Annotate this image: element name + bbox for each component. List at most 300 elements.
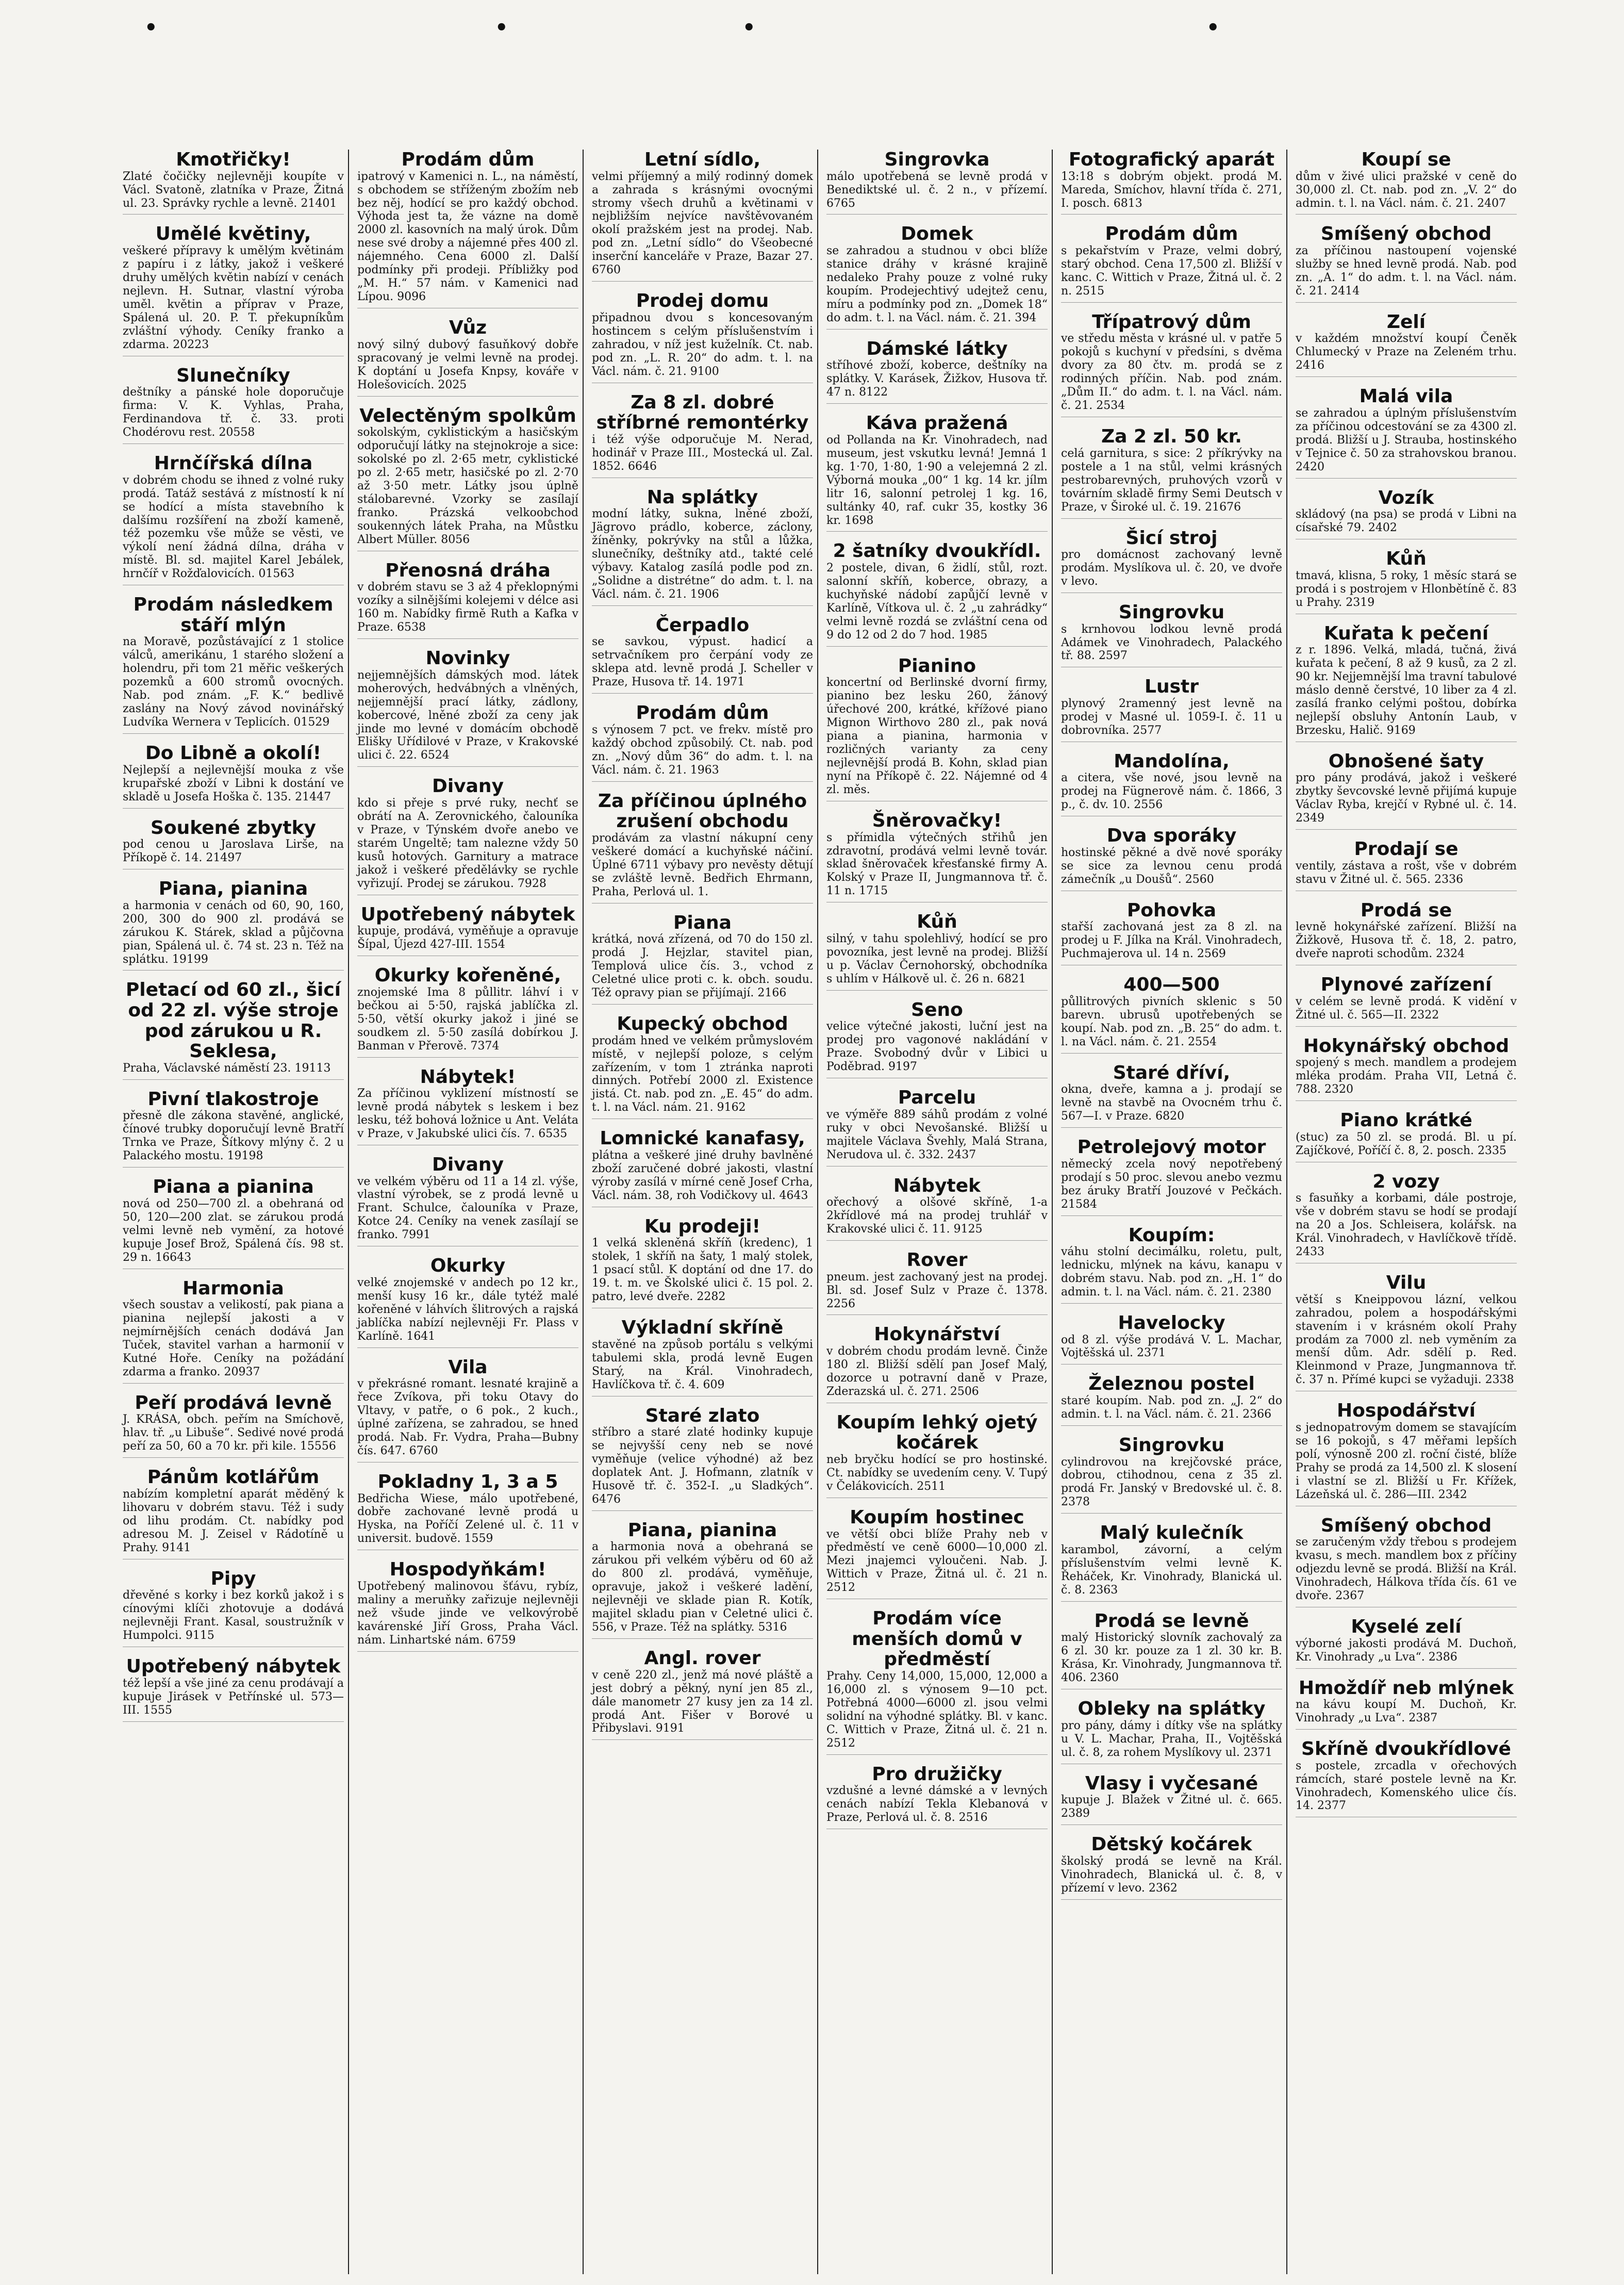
ad-title: 2 vozy (1372, 1171, 1440, 1192)
ad-title: Prodej domu (636, 290, 769, 312)
classified-ad (1061, 1523, 1282, 1601)
ad-title: Havelocky (1118, 1312, 1225, 1334)
classified-ad (357, 1559, 578, 1651)
classified-ad (592, 1406, 813, 1511)
ad-text: velice výtečné jakosti, luční jest na prodej pro vagonové nakládání v Praze. Svobodný dvůr v Libici u Poděbrad. 9197 (826, 1020, 1048, 1074)
ad-title: Smíšený obchod (1320, 223, 1492, 245)
ad-title: Vozík (1378, 487, 1434, 508)
ad-text: sokolským, cyklistickým a hasičským odporučují látky na stejnokroje a sice: sokolské po zl. 2·65 metr, cyklistické po zl. 2·65 metr, hasičské po zl. 2·70 až 3·50 metr. Látky jsou úplně stálobarevné. Vzorky se zasílají franko. Prázská velkoobchod soukenných látek Praha, na Můstku Albert Müller. 8056 (357, 426, 578, 546)
ad-title: Šněrovačky! (872, 810, 1002, 831)
ad-text: plátna a veškeré jiné druhy bavlněné zboží zaručené dobré jakosti, vlastní výroby zasílá v mírné ceně Josef Crha, Václ. nám. 38, roh Vodičkovy ul. 4643 (592, 1148, 813, 1202)
classified-ad (1061, 224, 1282, 302)
classified-ad (1296, 312, 1517, 377)
ad-title: Do Libně a okolí! (145, 743, 322, 764)
ad-text: staré koupím. Nab. pod zn. „J. 2“ do admin. t. l. na Václ. nám. č. 21. 2366 (1061, 1394, 1282, 1421)
ad-text: okna, dveře, kamna a j. prodají se levně na stavbě na Ovocném trhu č. 567—I. v Praze. 6820 (1061, 1083, 1282, 1123)
classified-ads-page (119, 150, 1521, 2274)
print-mark: • (742, 15, 756, 40)
classified-ad (826, 1250, 1048, 1315)
ad-title: Singrovka (884, 150, 990, 170)
classified-ad (592, 487, 813, 606)
classified-ad (1296, 488, 1517, 540)
classified-ad (1061, 826, 1282, 891)
ad-text: tmavá, klisna, 5 roky, 1 měsíc stará se prodá i s postrojem v Hlonbětíně č. 83 u Prahy. 2319 (1296, 569, 1517, 609)
ad-title: Dva sporáky (1106, 825, 1237, 847)
classified-ad (1061, 1773, 1282, 1826)
ad-title: Dětský kočárek (1091, 1834, 1252, 1855)
classified-ad (357, 150, 578, 308)
classified-ad (1061, 150, 1282, 215)
classified-ad (123, 1467, 344, 1559)
ad-text: s pekařstvím v Praze, velmi dobrý, starý obchod. Cena 17,500 zl. Bližší v kanc. C. Wittich v Praze, Žitná ul. č. 2 n. 2515 (1061, 244, 1282, 298)
ad-text: Zlaté čočičky nejlevněji koupíte v Václ. Svatoně, zlatníka v Praze, Žitná ul. 23. Správky rychle a levně. 21401 (123, 170, 344, 210)
ad-title: Mandolína, (1114, 750, 1230, 772)
ad-title: Piano krátké (1340, 1110, 1472, 1131)
ad-column (1291, 150, 1521, 2274)
ad-text: karambol, závorní, a celým příslušenstvím velmi levně K. Řeháček, Kr. Vinohrady, Blanická ul. č. 8. 2363 (1061, 1543, 1282, 1597)
ad-title: Okurky kořeněné, (374, 965, 561, 987)
classified-ad (592, 1648, 813, 1740)
classified-ad (826, 541, 1048, 646)
ad-text: větší s Kneippovou lázní, velkou zahradou, polem a hospodářskými stavením i v krásném okolí Prahy prodám za 7000 zl. neb vyměním za menší dům. Adr. sdělí p. Red. Kleinmond v Praze, Jungmannova tř. č. 37 n. Přímé kupci se vyžaduji. 2338 (1296, 1293, 1517, 1387)
classified-ad (1296, 1678, 1517, 1730)
classified-ad (826, 413, 1048, 532)
ad-text: všech soustav a velikostí, pak piana a pianina nejlepší jakosti a v nejmírnějších cenách dodává Jan Tuček, stavitel varhan a harmonií v Kutné Hoře. Ceníky na požádání zdarma a franko. 20937 (123, 1298, 344, 1378)
classified-ad (592, 913, 813, 1005)
ad-text: vzdušné a levné dámské a v levných cenách nabízí Tekla Klebanová v Praze, Perlová ul. č. 8. 2516 (826, 1784, 1048, 1824)
ad-text: od Pollanda na Kr. Vinohradech, nad museum, jest vskutku levná! Jemná 1 kg. 1·70, 1·80, 1·90 a velejemná 2 zl. Výborná mouka „00“ 1 kg. 14 kr. jílm litr 16, salonní petrolej 1 kg. 16, sultánky 40, raf. cukr 35, kostky 36 kr. 1698 (826, 433, 1048, 527)
ad-title: Seno (911, 999, 963, 1021)
ad-title: Umělé květiny, (155, 223, 311, 245)
ad-text: levně hokynářské zařízení. Bližší na Žižkově, Husova tř. č. 18, 2. patro, dveře naproti schodům. 2324 (1296, 920, 1517, 961)
ad-text: též lepší a vše jiné za cenu prodávají a kupuje Jirásek v Petřínské ul. 573—III. 1555 (123, 1676, 344, 1717)
ad-title: Kyselé zelí (1351, 1616, 1462, 1637)
ad-text: nová od 250—700 zl. a obehraná od 50, 120—200 zlat. se zárukou prodá velmi levně neb vymění, za hotové kupuje Josef Brož, Spálená čís. 98 st. 29 n. 16643 (123, 1197, 344, 1264)
ad-text: velké znojemské v andech po 12 kr., menší kusy 16 kr., dále tytéž malé kořeněné v láhvích šlitrových a rajská jablíčka nabízí nejlevněji Fr. Plass v Karlíně. 1641 (357, 1276, 578, 1343)
ad-title: Lustr (1145, 676, 1199, 698)
ad-title: Letní sídlo, (644, 150, 761, 170)
classified-ad (826, 1176, 1048, 1241)
classified-ad (592, 1318, 813, 1396)
classified-ad (592, 1128, 813, 1207)
classified-ad (1061, 900, 1282, 965)
ad-title: Za 2 zl. 50 kr. (1101, 426, 1242, 448)
classified-ad (826, 811, 1048, 902)
ad-text: nejjemnějších dámských mod. látek moherových, hedvábných a vlněných, nejjemnější prací látky, zádlony, kobercové, lněné zboží za ceny jak jinde mo levné v domácím obchodě Elišky Uřídilové v Praze, v Krakovské ulici č. 22. 6524 (357, 668, 578, 762)
classified-ad (826, 1412, 1048, 1498)
classified-ad (357, 965, 578, 1057)
ad-title: Pro družičky (872, 1763, 1002, 1785)
classified-ad (123, 1089, 344, 1168)
classified-ad (357, 1155, 578, 1246)
ad-title: Za příčinou úplného zrušení obchodu (598, 790, 807, 832)
classified-ad (1296, 1739, 1517, 1817)
classified-ad (592, 615, 813, 694)
ad-title: Prodám více menších domů v předměstí (852, 1608, 1022, 1670)
classified-ad (123, 595, 344, 734)
classified-ad (1061, 1834, 1282, 1899)
ad-text: za příčinou nastoupení vojenské služby se hned levně prodá. Nab. pod zn. „A. 1“ do adm. t. l. na Václ. nám. č. 21. 2414 (1296, 244, 1517, 298)
classified-ad (123, 879, 344, 971)
ad-text: pro pány, dámy i dítky vše na splátky u V. L. Machar, Praha, II., Vojtěšská ul. č. 8, za rohem Myslíkovy ul. 2371 (1061, 1719, 1282, 1759)
ad-text: půllitrových pivních sklenic s 50 barevn. ubrusů upotřebených se koupí. Nab. pod zn. „B. 25“ do adm. t. l. na Václ. nám. č. 21. 2554 (1061, 995, 1282, 1048)
ad-column (822, 150, 1053, 2274)
ad-text: Praha, Václavské náměstí 23. 19113 (123, 1061, 331, 1075)
ad-text: cylindrovou na krejčovské práce, dobrou, ctihodnou, cena z 35 zl. prodá Fr. Janský v Bredovské ul. č. 8. 2378 (1061, 1455, 1282, 1509)
ad-text: prodávám za vlastní nákupní ceny veškeré domácí a kuchyňské náčiní. Úplné 6711 výbavy pro nevěsty dětují se zvláště levně. Bedřich Ehrmann, Praha, Perlová ul. 1. (592, 831, 813, 898)
ad-title: 2 šatníky dvoukřídl. (833, 540, 1041, 562)
ad-text: krátká, nová zřízená, od 70 do 150 zl. prodá J. Hejzlar, stavitel pian, Templová ulice čís. 3., vchod z Celetné ulice proti c. k. obch. soudu. Též opravy pian se přijímají. 2166 (592, 933, 813, 1000)
ad-text: neb bryčku hodící se pro hostinské. Ct. nabídky se uvedením ceny. V. Tupý v Čelákovicích. 2511 (826, 1453, 1048, 1493)
ad-title: Hrnčířská dílna (154, 453, 313, 474)
classified-ad (357, 406, 578, 551)
classified-ad (1061, 426, 1282, 518)
ad-title: Smíšený obchod (1320, 1515, 1492, 1536)
ad-title: Kupecký obchod (617, 1013, 788, 1035)
ad-title: Lomnické kanafasy, (600, 1128, 805, 1149)
ad-text: od 8 zl. výše prodává V. L. Machar, Vojtěšská ul. 2371 (1061, 1333, 1282, 1360)
classified-ad (592, 291, 813, 383)
classified-ad (826, 1764, 1048, 1829)
classified-ad (1296, 1617, 1517, 1669)
ad-text: ve velkém výběru od 11 a 14 zl. výše, vlastní výrobek, se z prodá levně u Frant. Schulce, čalouníka v Praze, Kotce 24. Ceníky na venek zasílají se franko. 7991 (357, 1175, 578, 1242)
ad-text: malý Historický slovník zachovalý za 6 zl. 30 kr. pouze za 1 zl. 30 kr. B. Krása, Kr. Vinohrady, Jungmannova tř. 406. 2360 (1061, 1631, 1282, 1685)
ad-text: silný, v tahu spolehlivý, hodící se pro povozníka, jest levně na prodej. Bližší u p. Václav Černohorský, obchodníka s uhlím v Hálkově ul. č. 26 n. 6821 (826, 932, 1048, 985)
ad-title: Obnošené šaty (1328, 750, 1484, 772)
ad-text: kupuje, prodává, vyměňuje a opravuje Šípal, Újezd 427-III. 1554 (357, 925, 578, 951)
ad-title: Na splátky (647, 486, 758, 508)
classified-ad (592, 791, 813, 903)
ad-title: Hmoždíř neb mlýnek (1298, 1677, 1514, 1699)
ad-text: 2 postele, divan, 6 židlí, stůl, rozt. salonní skříň, koberce, obrazy, a kuchyňské nádobí zapůjčí levně v Karlíně, Vítkova ul. č. 2 „u zahrádky“ velmi levně rozdá se zvláštní cena od 9 do 12 od 2 do 7 hod. 1985 (826, 562, 1048, 642)
ad-text: pro pány prodává, jakož i veškeré zbytky ševcovské levně přijímá kupuje Václav Ryba, krejčí v Rybné ul. č. 14. 2349 (1296, 771, 1517, 825)
classified-ad (1061, 1225, 1282, 1304)
ad-title: Malá vila (1359, 386, 1453, 407)
ad-title: Zelí (1386, 311, 1426, 333)
ad-title: Singrovku (1118, 1434, 1225, 1456)
classified-ad (123, 453, 344, 585)
ad-text: velmi příjemný a milý rodinný domek a zahrada s krásnými ovocnými stromy všech druhů a květinami v nejbližším nejvíce navštěvovaném okolí pražském jest na prodej. Nab. pod zn. „Letní sídlo“ do Všeobecné inserční kanceláře v Praze, Bazar 27. 6760 (592, 170, 813, 277)
ad-text: ořechový a olšové skříně, 1-a 2křídlové má na prodej truhlář v Krakovské ulici č. 11. 9125 (826, 1196, 1048, 1236)
ad-title: Plynové zařízení (1320, 974, 1492, 996)
ad-title: Prodá se (1360, 899, 1452, 921)
print-mark: • (144, 15, 158, 40)
classified-ad (1061, 1137, 1282, 1215)
ad-title: Dámské látky (866, 338, 1008, 359)
classified-ad (1061, 975, 1282, 1053)
ad-title: Piana (673, 912, 732, 933)
ad-text: z r. 1896. Velká, mladá, tučná, živá kuřata k pečení, 8 až 9 kusů, za 2 zl. 90 kr. Nejjemnější lma travní tabulové máslo denně čerstvé, 10 liber za 4 zl. zasílá franko celými poštou, dobírka nejlepší obsluhy Antonín Laub, v Brzesku, Halič. 9169 (1296, 644, 1517, 737)
ad-title: Nábytek! (420, 1066, 516, 1088)
classified-ad (357, 1256, 578, 1347)
ad-text: přesně dle zákona stavěné, anglické, čínové trubky doporučují levně Bratří Trnka ve Praze, Šítkovy mlýny č. 2 u Palackého mostu. 19198 (123, 1109, 344, 1163)
ad-title: Výkladní skříně (621, 1317, 784, 1339)
classified-ad (123, 1177, 344, 1269)
ad-title: Hokynářský obchod (1303, 1035, 1510, 1057)
ad-text: s jednopatrovým domem se stavajícím se 16 pokojů, s 47 měřami lepších polí, výnosně 200 zl. roční čisté, blíže Prahy se prodá za 14,500 zl. K slosení i vlastní se zl. Bližší u Fr. Křížek, Lázeňská ul. č. 286—III. 2342 (1296, 1421, 1517, 1501)
ad-title: Velectěným spolkům (359, 405, 576, 426)
ad-text: připadnou dvou s koncesovaným hostincem s celým příslušenstvím i zahradou, v níž jest kuželník. Ct. nab. pod zn. „L. R. 20“ do adm. t. l. na Václ. nám. č. 21. 9100 (592, 311, 813, 378)
ad-text: Bedřicha Wiese, málo upotřebené, dobře zachované levně prodá u Hyska, na Poříčí Zelené ul. č. 11 v universit. budově. 1559 (357, 1492, 578, 1546)
ad-title: Prodám dům (401, 150, 535, 170)
ad-title: Piana a pianina (153, 1176, 314, 1198)
classified-ad (1296, 1273, 1517, 1391)
ad-text: deštníky a pánské hole doporučuje firma: V. K. Vyhlas, Praha, Ferdinandova tř. č. 33. proti Chodérovu rest. 20558 (123, 386, 344, 439)
classified-ad (357, 776, 578, 895)
classified-ad (123, 150, 344, 215)
classified-ad (1296, 839, 1517, 891)
classified-ad (1296, 150, 1517, 215)
ad-title: Pivní tlakostroje (147, 1088, 319, 1110)
ad-title: Petrolejový motor (1077, 1137, 1266, 1158)
ad-title: Kmotřičky! (176, 150, 291, 170)
ad-text: v dobrém chodu se ihned z volné ruky prodá. Tatáž sestává z místností k ní se hodící a místa stavebního k dalšímu rozšíření na zboží kameně, též pozemku vše může se věsti, ve výkolí není žádná dílna, dráha v místě. Bl. sd. majitel Karel Jebálek, hrnčíř v Rožďalovicích. 01563 (123, 473, 344, 581)
classified-ad (592, 1217, 813, 1308)
ad-text: 13:18 s dobrým objekt. prodá M. Mareda, Smíchov, hlavní třída č. 271, I. posch. 6813 (1061, 170, 1282, 210)
ad-text: hostinské pěkné a dvě nové sporáky se sice za levnou cenu prodá zámečník „u Doušů“. 2560 (1061, 846, 1282, 886)
ad-title: Harmonia (183, 1277, 284, 1299)
classified-ad (592, 1014, 813, 1119)
classified-ad (1296, 224, 1517, 302)
ad-text: nabízím kompletní aparát měděný k lihovaru v dobrém stavu. Též i sudy od lihu prodám. Ct. nabídky pod adresou M. J. Zeisel v Rádotíně u Prahy. 9141 (123, 1487, 344, 1554)
ad-text: a citera, vše nové, jsou levně na prodej na Fügnerově nám. č. 1866, 3 p., č. dv. 10. 2556 (1061, 771, 1282, 812)
ad-title: Peří prodává levně (135, 1392, 332, 1413)
classified-ad (1296, 900, 1517, 965)
classified-ad (1296, 751, 1517, 830)
ad-title: Vůz (449, 317, 487, 339)
classified-ad (1061, 1611, 1282, 1689)
ad-title: Koupím hostinec (850, 1506, 1024, 1528)
ad-title: Upotřebený nábytek (360, 903, 575, 925)
ad-column (588, 150, 818, 2274)
ad-title: Skříně dvoukřídlové (1301, 1738, 1511, 1760)
ad-text: s přímidla výtečných střihů jen zdravotní, prodává velmi levně továr. sklad šněrovaček křesťanské firmy A. Kolský v Praze II, Jungmannova tř. č. 11 n. 1715 (826, 831, 1048, 898)
ad-title: Upotřebený nábytek (126, 1656, 341, 1678)
classified-ad (592, 392, 813, 478)
classified-ad (826, 656, 1048, 801)
ad-text: pneum. jest zachovaný jest na prodej. Bl. sd. Josef Sulz v Praze č. 1378. 2256 (826, 1270, 1048, 1310)
ad-title: Divany (432, 1154, 504, 1175)
ad-title: Hokynářství (874, 1324, 1000, 1345)
ad-text: (stuc) za 50 zl. se prodá. Bl. u pí. Zajíčkové, Poříčí č. 8, 2. posch. 2335 (1296, 1130, 1517, 1157)
classified-ad (1061, 528, 1282, 593)
classified-ad (826, 339, 1048, 404)
ad-title: Malý kulečník (1100, 1522, 1244, 1544)
classified-ad (1296, 1110, 1517, 1162)
ad-text: školský prodá se levně na Král. Vinohradech, Blanická ul. č. 8, v přízemí v levo. 2362 (1061, 1854, 1282, 1895)
ad-text: s krnhovou lodkou levně prodá Adámek ve Vinohradech, Palackého tř. 88. 2597 (1061, 622, 1282, 663)
ad-text: v překrásné romant. lesnaté krajině a řece Zvíkova, při toku Otavy do Vltavy, v patře, o 6 pok., 2 kuch., úplné zařízena, se zahradou, se hned prodá. Nab. Fr. Vydra, Praha—Bubny čís. 647. 6760 (357, 1377, 578, 1457)
ad-title: Soukené zbytky (150, 817, 317, 839)
classified-ad (1061, 602, 1282, 667)
print-mark: • (495, 15, 508, 40)
classified-ad (357, 561, 578, 639)
ad-text: celá garnitura, s sice: 2 příkrývky na postele a 1 na stůl, velmi krásných pestrobarevných, pruhových vzorů v továrním skladě firmy Semi Deutsch v Praze, v Široké ul. č. 19. 21676 (1061, 447, 1282, 514)
ad-text: spojený s mech. mandlem a prodejem mléka prodám. Praha VII, Letná č. 788. 2320 (1296, 1056, 1517, 1096)
ad-title: Nábytek (893, 1175, 981, 1196)
ad-text: ipatrový v Kamenici n. L., na náměstí, s obchodem se stříženým zbožím neb bez něj, hodící se pro každý obchod. Výhoda jest ta, že vázne na domě 2000 zl. kasovních na malý úrok. Dům nese své droby a nájemné přes 400 zl. nájemného. Cena 6000 zl. Další podmínky při prodeji. Příbližky pod „M. H.“ 57 nám. v Kamenici nad Lípou. 9096 (357, 170, 578, 304)
ad-text: kupuje J. Blažek v Žitné ul. č. 665. 2389 (1061, 1794, 1282, 1820)
ad-title: Železnou postel (1088, 1373, 1255, 1395)
ad-title: Okurky (430, 1255, 506, 1277)
classified-ad (123, 818, 344, 870)
classified-ad (592, 1520, 813, 1639)
ad-text: stříbro a staré zlaté hodinky kupuje se nejvyšší ceny neb se nové vyměňuje (velice výhodné) až bez doplatek Ant. J. Hofmann, zlatník v Husově tř. č. 352-I. „u Sladkých“. 6476 (592, 1426, 813, 1506)
ad-text: Upotřebený malinovou šťávu, rybíz, maliny a meruňky zařizuje nejlevněji než všude jinde ve velkovýrobě kavárenské Jiří Gross, Praha Václ. nám. Linhartské nám. 6759 (357, 1580, 578, 1647)
classified-ad (592, 150, 813, 282)
ad-text: koncertní od Berlinské dvorní firmy, pianino bez lesku 260, žánový úřechové 200, krátké, křížové piano Mignon Wirthovo 280 zl., pak nová piana a pianina, harmonia v rozličných varianty za ceny nejlevnější prodá B. Kohn, sklad pian nyní na Příkopě č. 22. Nájemné od 4 zl. měs. (826, 676, 1048, 797)
classified-ad (123, 1569, 344, 1647)
classified-ad (1061, 751, 1282, 816)
classified-ad (826, 1000, 1048, 1078)
classified-ad (357, 905, 578, 957)
ad-text: prodám hned ve velkém průmyslovém místě, v nejlepší poloze, s celým zařízením, v tom 1 ztránka naproti dinných. Potřebí 2000 zl. Existence jistá. Ct. nab. pod zn. „E. 45“ do adm. t. l. na Václ. nám. 21. 9162 (592, 1034, 813, 1114)
ad-title: Kuřata k pečení (1323, 622, 1489, 644)
classified-ad (1296, 386, 1517, 478)
ad-title: Koupí se (1361, 150, 1451, 170)
classified-ad (1061, 1699, 1282, 1764)
ad-title: Parcelu (898, 1087, 976, 1109)
classified-ad (1296, 623, 1517, 742)
ad-text: nový silný dubový fasuňkový dobře spracovaný je velmi levně na prodej. K doptání u Josefa Knpsy, kováře v Holešovicích. 2025 (357, 338, 578, 391)
ad-title: Pánům kotlářům (147, 1467, 320, 1488)
ad-text: v celém se levně prodá. K vidění v Žitné ul. č. 565—II. 2322 (1296, 995, 1517, 1022)
ad-text: veškeré přípravy k umělým květinám z papíru i z látky, jakož i veškeré druhy umělých květin nabízí v cenách nejlevn. H. Sutnar, vlastní výroba uměl. květin a příprav v Praze, Spálená ul. 20. P. T. překupníkům zvláštní výhody. Ceníky franko a zdarma. 20223 (123, 244, 344, 351)
ad-text: v dobrém chodu prodám levně. Činže 180 zl. Bližší sdělí pan Josef Malý, dozorce u potravní daně v Praze, Zderazská ul. č. 271. 2506 (826, 1345, 1048, 1398)
classified-ad (1061, 1063, 1282, 1128)
ad-text: dům v živé ulici pražské v ceně do 30,000 zl. Ct. nab. pod zn. „V. 2“ do admin. t. l. na Václ. nám. č. 21. 2407 (1296, 170, 1517, 210)
ad-text: na kávu koupí M. Duchoň, Kr. Vinohrady „u Lva“. 2387 (1296, 1698, 1517, 1725)
ad-text: a harmonia nová a obehraná se zárukou při velkém výběru od 60 až do 800 zl. prodává, vyměňuje, opravuje, jakož i veškeré ladění, nejlevněji ve sklade pian R. Kotík, majitel skladu pian v Celetné ulici č. 556, v Praze. Též na splátky. 5316 (592, 1540, 813, 1634)
ad-text: Prahy. Ceny 14,000, 15,000, 12,000 a 16,000 zl. s výnosem 9—10 pct. Potřebná 4000—6000 zl. jsou velmi solidní na výhodné splátky. Bl. v kanc. C. Wittich v Praze, Žitná ul. č. 21 n. 2512 (826, 1670, 1048, 1750)
classified-ad (1061, 312, 1282, 417)
classified-ad (123, 366, 344, 444)
ad-title: Piana, pianina (627, 1519, 777, 1541)
ad-text: ve středu města v krásné ul. v patře 5 pokojů s kuchyní v předsíni, s dvěma dvory za 80 čtv. m. prodá se z rodinných příčin. Nab. pod znám. „Dům II.“ do adm. t. l. na Václ. nám. č. 21. 2534 (1061, 332, 1282, 413)
ad-title: Vilu (1386, 1272, 1427, 1294)
classified-ad (123, 224, 344, 356)
ad-title: Pianino (898, 655, 976, 677)
ad-title: Hospodářství (1336, 1400, 1476, 1422)
ad-text: ventily, zástava a rošt, vše v dobrém stavu v Žitné ul. č. 565. 2336 (1296, 859, 1517, 886)
ad-title: Prodám dům (1105, 223, 1238, 245)
classified-ad (1061, 1313, 1282, 1365)
ad-title: Piana, pianina (158, 878, 308, 900)
ad-text: váhu stolní decimálku, roletu, pult, lednicku, mlýnek na kávu, kanapu v dobrém stavu. Nab. pod zn. „H. 1“ do admin. t. l. na Václ. nám. č. 21. 2380 (1061, 1245, 1282, 1298)
ad-text: i též výše odporučuje M. Nerad, hodinář v Praze III., Mostecká ul. Zal. 1852. 6646 (592, 433, 813, 473)
ad-text: německý zcela nový nepotřebený prodají s 50 proc. slevou anebo vezmu bez áruky Bratří Jouzové v Pečkách. 21584 (1061, 1157, 1282, 1211)
ad-text: na Moravě, pozůstávající z 1 stolice válců, amerikánu, 1 starého složení a holendru, při tom 21 měřic veškerých pozemků a 600 stromů ovocných. Nab. pod znám. „F. K.“ bedlivě zaslány na Nový závod novinářský Ludvíka Wernera v Teplicích. 01529 (123, 635, 344, 729)
classified-ad (826, 224, 1048, 329)
ad-title: Prodá se levně (1094, 1610, 1249, 1632)
classified-ad (1061, 1374, 1282, 1426)
ad-text: znojemské Ima 8 půllitr. láhví i v bečkou ai 5·50, rajská jablíčka zl. 5·50, větší okurky jakož i jiné se soudkem zl. 5·50 zasílá dobírkou J. Banman v Přerově. 7374 (357, 985, 578, 1053)
ad-title: Singrovku (1118, 601, 1225, 623)
classified-ad (826, 150, 1048, 215)
ad-title: Káva pražená (866, 413, 1008, 434)
ad-text: Nejlepší a nejlevnější mouka z vše krupařské zboží v Libni k dostání ve skladě u Josefa Hoška č. 135. 21447 (123, 763, 344, 803)
ad-title: Domek (901, 223, 973, 245)
classified-ad (357, 1067, 578, 1145)
ad-text: kdo si přeje s prvé ruky, nechť se obrátí na A. Zerovnického, čalouníka v Praze, v Týnském dvoře anebo ve starém Ungeltě; tam nalezne vždy 50 kusů hotových. Garnitury a matrace jakož i veškeré předělávky se rychle vyřizují. Prodej se zárukou. 7928 (357, 796, 578, 890)
classified-ad (123, 743, 344, 808)
ad-text: málo upotřebená se levně prodá v Benediktské ul. č. 2 n., v přízemí. 6765 (826, 170, 1048, 210)
classified-ad (1296, 1516, 1517, 1607)
classified-ad (123, 1393, 344, 1458)
ad-text: stařší zachovaná jest za 8 zl. na prodej u F. Jílka na Král. Vinohradech, Puchmajerova ul. 14 n. 2569 (1061, 920, 1282, 961)
classified-ad (1296, 1036, 1517, 1101)
classified-ad (123, 980, 344, 1079)
classified-ad (1296, 1172, 1517, 1263)
ad-title: Novinky (425, 648, 510, 669)
ad-title: Přenosná dráha (385, 560, 551, 581)
ad-title: Hospodyňkám! (389, 1559, 546, 1581)
ad-text: se zahradou a úplným příslušenstvím za příčinou odcestování se za 4300 zl. prodá. Bližší u J. Strauba, hostinského v Tejnice č. 50 za strahovskou branou. 2420 (1296, 406, 1517, 473)
ad-text: v ceně 220 zl., jenž má nové pláště a jest dobrý a pěkný, nyní jen 85 zl., dále manometr 27 kusy jen za 14 zl. prodá Ant. Fišer v Borové u Přibyslavi. 9191 (592, 1668, 813, 1735)
classified-ad (826, 912, 1048, 990)
classified-ad (826, 1324, 1048, 1403)
ad-title: Divany (432, 776, 504, 797)
classified-ad (357, 1472, 578, 1550)
classified-ad (1061, 1435, 1282, 1514)
ad-title: Rover (906, 1250, 968, 1271)
ad-text: s fasuňky a korbami, dále postroje, vše v dobrém stavu se hodí se prodají na 20 a Jos. Schleisera, kolářsk. na Král. Vinohradech, v Havlíčkově třídě. 2433 (1296, 1192, 1517, 1259)
ad-title: Čerpadlo (655, 614, 750, 636)
ad-title: Vlasy i vyčesané (1085, 1772, 1258, 1794)
ad-column (119, 150, 349, 2274)
ad-text: stavěné na způsob portálu s velkými tabulemi skla, prodá levně Eugen Starý, na Král. Vinohradech, Havlíčkova tř. č. 4. 609 (592, 1338, 813, 1391)
ad-title: Pletací od 60 zl., šicí od 22 zl. výše stroje pod zárukou u R. Seklesa, (125, 979, 341, 1062)
ad-title: Šicí stroj (1125, 527, 1218, 549)
ad-text: výborné jakosti prodává M. Duchoň, Kr. Vinohrady „u Lva“. 2386 (1296, 1637, 1517, 1664)
classified-ad (357, 318, 578, 396)
ad-title: Koupím lehký ojetý kočárek (836, 1411, 1038, 1454)
ad-title: Pohovka (1126, 899, 1217, 921)
ad-title: Třípatrový dům (1092, 311, 1251, 333)
ad-title: Staré zlato (645, 1405, 760, 1426)
classified-ad (123, 1278, 344, 1384)
classified-ad (826, 1088, 1048, 1166)
ad-text: stříhové zboží, koberce, deštníky na splátky. V. Karásek, Žižkov, Husova tř. 47 n. 8122 (826, 359, 1048, 399)
ad-title: Pokladny 1, 3 a 5 (377, 1471, 558, 1492)
ad-title: Obleky na splátky (1078, 1698, 1266, 1720)
ad-text: dřevěné s korky i bez korků jakož i s cínovými klíči zhotovuje a dodává nejlevněji Frant. Kasal, soustružník v Humpolci. 9115 (123, 1589, 344, 1642)
ad-title: Fotografický aparát (1068, 150, 1275, 170)
ad-title: Prodají se (1354, 839, 1459, 860)
ad-title: Ku prodeji! (644, 1215, 760, 1237)
ad-text: ve větší obci blíže Prahy neb v předměstí ve ceně 6000—10,000 zl. Mezi jnajemci vyloučeni. Nab. J. Wittich v Praze, Žitná ul. č. 21 n. 2512 (826, 1527, 1048, 1594)
ad-text: Za příčinou vyklizení místností se levně prodá nábytek s leskem i bez lesku, též bohová ložnice u Ant. Veláta v Praze, v Jakubské ulici čís. 7. 6535 (357, 1087, 579, 1140)
ad-text: v dobrém stavu se 3 až 4 překlopnými vozíky a silnějšími kolejemi v délce asi 160 m. Nabídky firmě Ruth a Kafka v Praze. 6538 (357, 581, 578, 634)
ad-text: se zaručeným vždy třebou s prodejem kvasu, s mech. mandlem box z příčiny odjezdu levně se prodá. Bližší na Král. Vinohradech, Hálkova třída čís. 61 ve dvoře. 2367 (1296, 1536, 1517, 1603)
classified-ad (826, 1507, 1048, 1599)
ad-title: Staré dříví, (1113, 1062, 1231, 1083)
ad-text: pod cenou u Jaroslava Lirše, na Příkopě č. 14. 21497 (123, 838, 344, 865)
ad-text: plynový 2ramenný jest levně na prodej v Masné ul. 1059-I. č. 11 u dobrovníka. 2577 (1061, 697, 1282, 737)
ad-title: Koupím: (1128, 1224, 1215, 1246)
classified-ad (1296, 1401, 1517, 1506)
classified-ad (357, 1357, 578, 1462)
print-mark: • (1206, 15, 1220, 40)
ad-text: skládový (na psa) se prodá v Libni na císařské 79. 2402 (1296, 508, 1517, 535)
ad-text: J. KRÁSA, obch. peřím na Smíchově, hlav. tř. „u Libuše“. Sedivé nové prodá peří za 50, 60 a 70 kr. při kile. 15556 (123, 1413, 344, 1453)
ad-text: a harmonia v cenách od 60, 90, 160, 200, 300 do 900 zl. prodává se zárukou K. Stárek, sklad a půjčovna pian, Spálená ul. č. 74 st. 23 n. Též na splátku. 19199 (123, 899, 344, 966)
ad-title: 400—500 (1123, 974, 1220, 996)
ad-title: Prodám následkem stáří mlýn (133, 594, 334, 636)
ad-text: modní látky, sukna, lněné zboží, Jägrovo prádlo, koberce, záclony, žíněnky, pokrývky na stůl a lůžka, slunečníky, deštníky atd., takté celé výbavy. Katalog zasílá podle pod zn. „Solidne a distrétne“ do adm. t. l. na Václ. nám. č. 21. 1906 (592, 507, 813, 601)
ad-text: s výnosem 7 pct. ve frekv. místě pro každý obchod způsobilý. Ct. nab. pod zn. „Nový dům 36“ do adm. t. l. na Václ. nám. č. 21. 1963 (592, 723, 813, 777)
ad-title: Prodám dům (636, 702, 769, 724)
